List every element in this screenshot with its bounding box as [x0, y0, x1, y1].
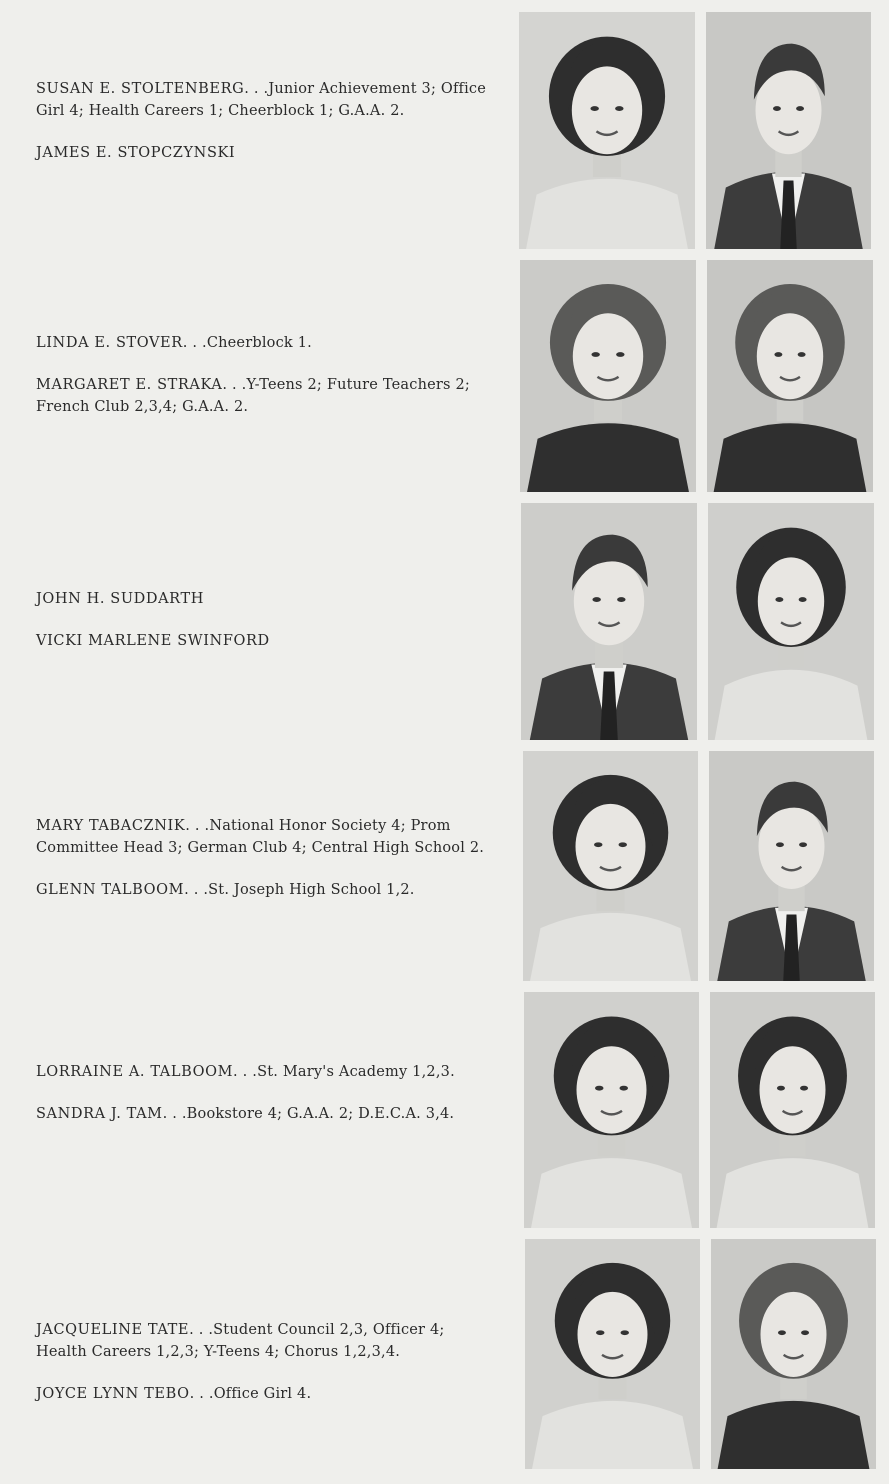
senior-entry: [36, 332, 492, 354]
senior-activities: Bookstore 4; G.A.A. 2; D.E.C.A. 3,4.: [186, 1106, 455, 1122]
separator: . . .: [244, 81, 269, 97]
senior-activities: Cheerblock 1.: [206, 335, 312, 351]
senior-activities: Office Girl 4.: [213, 1386, 312, 1402]
senior-name: JOHN H. SUDDARTH: [36, 591, 204, 607]
senior-name: LINDA E. STOVER: [36, 335, 183, 351]
senior-entry: [36, 374, 492, 418]
separator: . . .: [189, 1322, 214, 1338]
senior-name: JOYCE LYNN TEBO: [36, 1386, 190, 1402]
portrait-photo: [520, 260, 696, 492]
senior-entry: [36, 78, 492, 122]
portrait-image: [523, 751, 698, 981]
senior-entry: [36, 588, 492, 610]
senior-activities: St. Joseph High School 1,2.: [208, 882, 415, 898]
senior-activities: St. Mary's Academy 1,2,3.: [257, 1064, 455, 1080]
portrait-photo: [521, 503, 697, 740]
portrait-image: [707, 260, 873, 492]
portrait-image: [708, 503, 874, 740]
separator: . . .: [222, 377, 247, 393]
portrait-photo: [707, 260, 873, 492]
portrait-photo: [711, 1239, 876, 1469]
separator: . . .: [162, 1106, 187, 1122]
senior-activities: Junior Achievement 3; Office Girl 4; Health Careers 1; Cheerblock 1; G.A.A. 2.: [36, 81, 487, 119]
senior-entry: [36, 1103, 492, 1125]
senior-activities: Student Council 2,3, Officer 4; Health Careers 1,2,3; Y-Teens 4; Chorus 1,2,3,4.: [36, 1322, 445, 1360]
portrait-image: [521, 503, 697, 740]
senior-entry: [36, 815, 492, 859]
senior-name: GLENN TALBOOM: [36, 882, 185, 898]
senior-entry: [36, 1061, 492, 1083]
entry-block-2: [36, 332, 492, 438]
entry-block-3: [36, 588, 492, 672]
senior-name: JACQUELINE TATE: [36, 1322, 190, 1338]
senior-name: VICKI MARLENE SWINFORD: [36, 633, 270, 649]
separator: . . .: [189, 1386, 214, 1402]
portrait-photo: [523, 751, 698, 981]
senior-name: JAMES E. STOPCZYNSKI: [36, 145, 236, 161]
portrait-photo: [525, 1239, 700, 1469]
portrait-image: [709, 751, 874, 981]
portrait-photo: [708, 503, 874, 740]
portrait-image: [524, 992, 699, 1228]
portrait-image: [711, 1239, 876, 1469]
senior-name: SUSAN E. STOLTENBERG: [36, 81, 245, 97]
entry-block-5: [36, 1061, 492, 1145]
senior-name: LORRAINE A. TALBOOM: [36, 1064, 234, 1080]
portrait-photo: [709, 751, 874, 981]
entry-block-1: [36, 78, 492, 184]
separator: . . .: [182, 335, 207, 351]
senior-activities: Y-Teens 2; Future Teachers 2; French Club 2,3,4; G.A.A. 2.: [36, 377, 471, 415]
senior-entry: [36, 879, 492, 901]
portrait-image: [706, 12, 871, 249]
portrait-image: [525, 1239, 700, 1469]
senior-entry: [36, 1383, 492, 1405]
senior-name: MARY TABACZNIK: [36, 818, 186, 834]
portrait-photo: [710, 992, 875, 1228]
separator: . . .: [233, 1064, 258, 1080]
separator: . . .: [184, 882, 209, 898]
senior-entry: [36, 630, 492, 652]
senior-entry: [36, 142, 492, 164]
entry-block-4: [36, 815, 492, 921]
senior-activities: National Honor Society 4; Prom Committee Head 3; German Club 4; Central High School 2.: [36, 818, 485, 856]
portrait-photo: [524, 992, 699, 1228]
entry-block-6: [36, 1319, 492, 1425]
portrait-image: [520, 260, 696, 492]
portrait-image: [710, 992, 875, 1228]
senior-name: SANDRA J. TAM: [36, 1106, 163, 1122]
senior-entry: [36, 1319, 492, 1363]
senior-name: MARGARET E. STRAKA: [36, 377, 223, 393]
portrait-photo: [706, 12, 871, 249]
portrait-photo: [519, 12, 695, 249]
separator: . . .: [185, 818, 210, 834]
portrait-image: [519, 12, 695, 249]
